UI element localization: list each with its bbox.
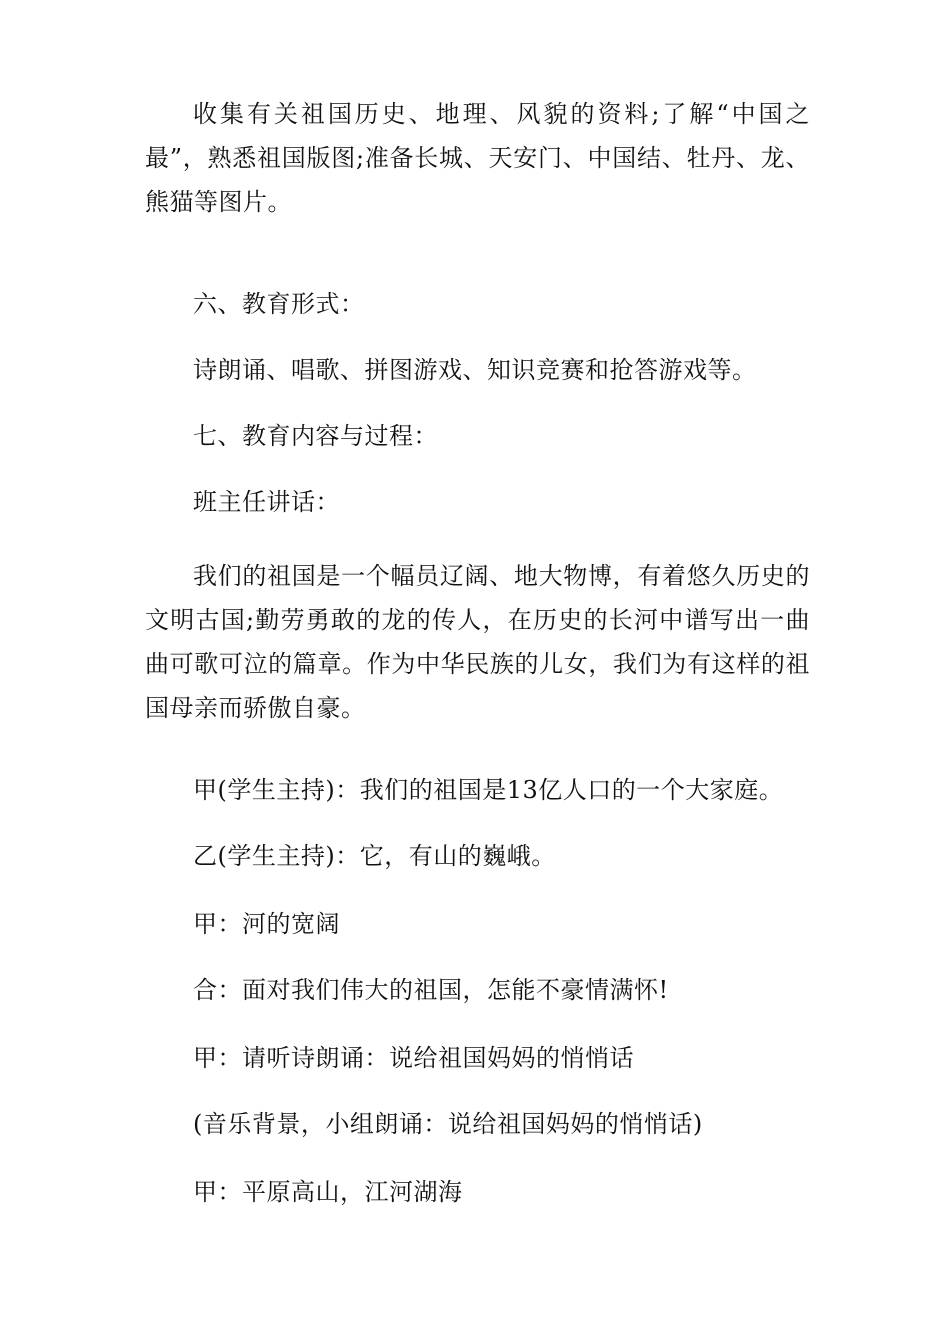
line-together: 合：面对我们伟大的祖国，怎能不豪情满怀!: [193, 976, 669, 1004]
paragraph-materials: 收集有关祖国历史、地理、风貌的资料;了解“中国之最”，熟悉祖国版图;准备长城、天安门、中国结、牡丹、龙、熊猫等图片。: [145, 100, 810, 216]
paragraph-education-form: 诗朗诵、唱歌、拼图游戏、知识竞赛和抢答游戏等。: [193, 356, 757, 384]
line-host-a-2: 甲：河的宽阔: [193, 910, 340, 938]
line-host-b-1: 乙(学生主持)：它，有山的巍峨。: [193, 842, 556, 870]
line-stage-direction: (音乐背景，小组朗诵：说给祖国妈妈的悄悄话): [193, 1110, 703, 1138]
heading-education-form: 六、教育形式：: [193, 290, 365, 318]
heading-education-content: 七、教育内容与过程：: [193, 422, 438, 450]
heading-teacher-speech: 班主任讲话：: [193, 488, 340, 516]
line-host-a-1: 甲(学生主持)：我们的祖国是13亿人口的一个大家庭。: [193, 776, 784, 804]
paragraph-teacher-speech: 我们的祖国是一个幅员辽阔、地大物博，有着悠久历史的文明古国;勤劳勇敢的龙的传人，在历史的长河中谱写出一曲曲可歌可泣的篇章。作为中华民族的儿女，我们为有这样的祖国母亲而骄傲自豪。: [145, 562, 810, 722]
line-host-a-3: 甲：请听诗朗诵：说给祖国妈妈的悄悄话: [193, 1044, 634, 1072]
line-host-a-4: 甲：平原高山，江河湖海: [193, 1178, 463, 1206]
